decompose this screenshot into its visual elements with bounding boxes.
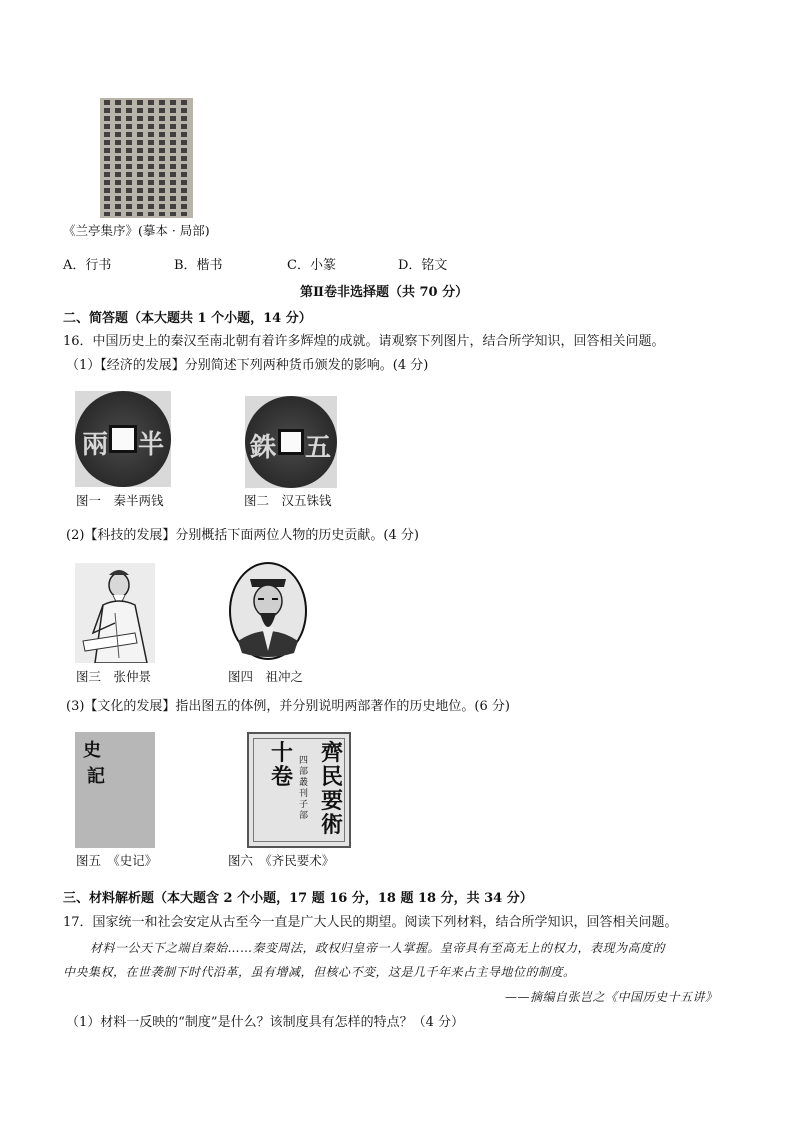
section3-title: 三、材料解析题（本大题含 2 个小题，17 题 16 分，18 题 18 分，共 34 分） <box>63 891 533 906</box>
figure5-shiji-book-cover: 史 記 <box>75 732 155 848</box>
material1-source: ——摘编自张岂之《中国历史十五讲》 <box>505 990 718 1004</box>
option-c: C．小篆 <box>287 258 336 273</box>
q17-stem: 17．国家统一和社会安定从古至今一直是广大人民的期望。阅读下列材料，结合所学知识，回答相关问题。 <box>63 915 678 930</box>
figure1-qin-banliang-coin: 兩 半 <box>75 391 171 487</box>
lanting-calligraphy-image <box>100 98 193 218</box>
option-a: A．行书 <box>63 258 112 273</box>
figure2-han-wuzhu-coin: 銖 五 <box>245 396 337 488</box>
q16-part3: (3)【文化的发展】指出图五的体例，并分别说明两部著作的历史地位。(6 分) <box>66 699 510 714</box>
figure4-zu-chongzhi-portrait <box>228 561 308 661</box>
figure6-caption: 图六 《齐民要术》 <box>228 853 335 868</box>
figure5-caption: 图五 《史记》 <box>76 853 158 868</box>
q16-part1: （1）【经济的发展】分别简述下列两种货币颁发的影响。(4 分) <box>66 358 429 373</box>
section2-title: 二、简答题（本大题共 1 个小题，14 分） <box>63 311 312 326</box>
q17-part1: （1）材料一反映的“制度”是什么？该制度具有怎样的特点？（4 分） <box>66 1015 464 1030</box>
lanting-caption: 《兰亭集序》(摹本 · 局部) <box>63 223 210 238</box>
figure3-zhang-zhongjing-portrait <box>75 563 155 663</box>
figure1-caption: 图一 秦半两钱 <box>76 493 164 508</box>
material1-line2: 中央集权，在世袭制下时代沿革，虽有增减，但核心不变，这是几千年来占主导地位的制度。 <box>63 965 576 979</box>
material1-line1: 材料一公天下之端自秦始……秦变周法，政权归皇帝一人掌握。皇帝具有至高无上的权力，表现为高度的 <box>90 941 666 955</box>
q16-part2: (2)【科技的发展】分别概括下面两位人物的历史贡献。(4 分) <box>66 528 419 543</box>
figure2-caption: 图二 汉五铢钱 <box>244 493 332 508</box>
option-b: B．楷书 <box>174 258 223 273</box>
figure3-caption: 图三 张仲景 <box>76 669 152 684</box>
figure4-caption: 图四 祖冲之 <box>228 669 304 684</box>
option-d: D．铭文 <box>398 258 448 273</box>
part2-title: 第Ⅱ卷非选择题（共 70 分） <box>300 285 469 300</box>
figure6-qimin-yaoshu-book-cover: 齊 民 要 術 十 卷 四部叢刊子部 <box>247 732 351 848</box>
q16-stem: 16．中国历史上的秦汉至南北朝有着许多辉煌的成就。请观察下列图片，结合所学知识，回答相关问题。 <box>63 334 665 349</box>
